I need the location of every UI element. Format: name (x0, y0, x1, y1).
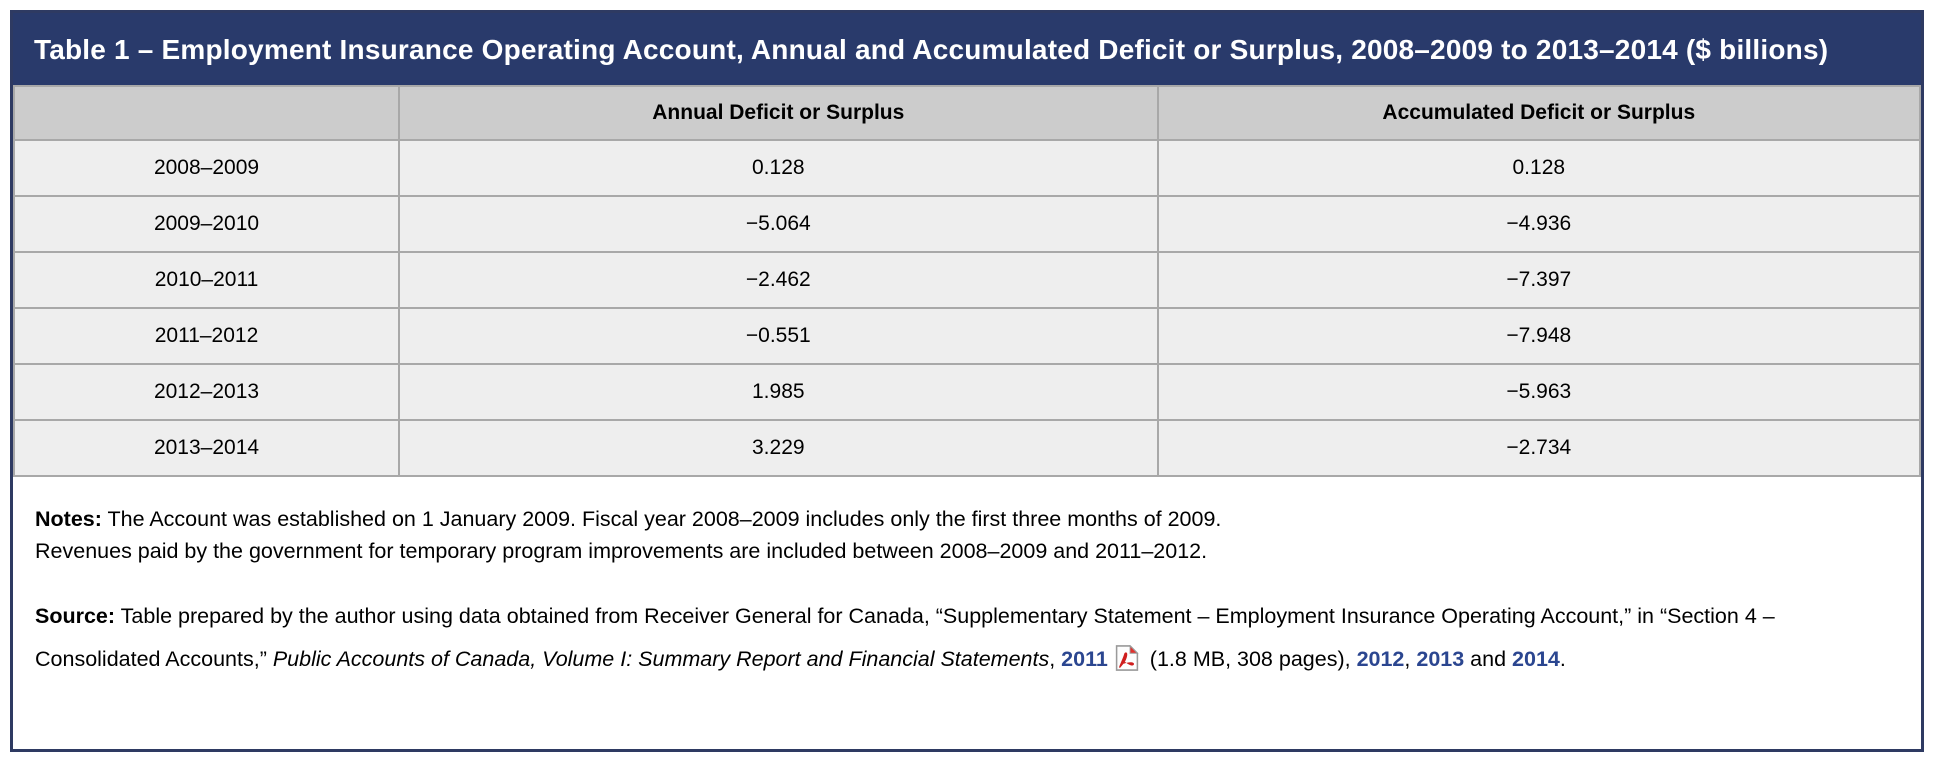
year-cell: 2008–2009 (14, 140, 399, 196)
link-2013[interactable]: 2013 (1416, 647, 1465, 671)
source-separator: and (1464, 647, 1513, 671)
annual-cell: −2.462 (399, 252, 1158, 308)
source-label: Source: (35, 604, 116, 628)
source-separator: , (1049, 647, 1062, 671)
year-cell: 2011–2012 (14, 308, 399, 364)
column-header-accumulated: Accumulated Deficit or Surplus (1158, 86, 1920, 140)
source-period: . (1559, 647, 1566, 671)
source-intro: Table prepared by the author using data obtained from Receiver General for Canada, “Supplementary Statement – Employment Insurance Operating Account,” in “Section 4 – Consolidated Accounts,” (35, 604, 1775, 671)
accumulated-cell: −5.963 (1158, 364, 1920, 420)
annual-cell: 0.128 (399, 140, 1158, 196)
table-row (14, 196, 1920, 252)
year-cell: 2012–2013 (14, 364, 399, 420)
notes-line2: Revenues paid by the government for temporary program improvements are included between 2008–2009 and 2011–2012. (35, 539, 1208, 563)
notes-paragraph (35, 503, 1899, 567)
year-cell: 2009–2010 (14, 196, 399, 252)
annual-cell: 3.229 (399, 420, 1158, 476)
column-header-annual: Annual Deficit or Surplus (399, 86, 1158, 140)
source-file-info: (1.8 MB, 308 pages), (1143, 647, 1357, 671)
annual-cell: 1.985 (399, 364, 1158, 420)
pdf-icon[interactable] (1115, 643, 1139, 686)
accumulated-cell: −7.397 (1158, 252, 1920, 308)
source-publication-title: Public Accounts of Canada, Volume I: Summary Report and Financial Statements (272, 647, 1050, 671)
ei-operating-account-table (13, 85, 1921, 477)
accumulated-cell: −4.936 (1158, 196, 1920, 252)
source-paragraph (35, 595, 1899, 686)
table-row (14, 420, 1920, 476)
table-row (14, 364, 1920, 420)
table-title: Table 1 – Employment Insurance Operating Account, Annual and Accumulated Deficit or Surplus, 2008–2009 to 2013–2014 ($ billions) (13, 13, 1921, 85)
annual-cell: −0.551 (399, 308, 1158, 364)
year-cell: 2010–2011 (14, 252, 399, 308)
source-separator: , (1404, 647, 1417, 671)
annual-cell: −5.064 (399, 196, 1158, 252)
link-2012[interactable]: 2012 (1356, 647, 1405, 671)
table-footnotes (13, 477, 1921, 704)
table-row (14, 308, 1920, 364)
column-header-year (14, 86, 399, 140)
link-2011[interactable]: 2011 (1061, 647, 1108, 671)
table-card (10, 10, 1924, 752)
notes-label: Notes: (35, 507, 102, 531)
table-row (14, 140, 1920, 196)
notes-line1: The Account was established on 1 January 2009. Fiscal year 2008–2009 includes only the first three months of 2009. (107, 507, 1222, 531)
link-2014[interactable]: 2014 (1512, 647, 1560, 671)
accumulated-cell: −7.948 (1158, 308, 1920, 364)
accumulated-cell: −2.734 (1158, 420, 1920, 476)
table-row (14, 252, 1920, 308)
year-cell: 2013–2014 (14, 420, 399, 476)
accumulated-cell: 0.128 (1158, 140, 1920, 196)
header-row (14, 86, 1920, 140)
